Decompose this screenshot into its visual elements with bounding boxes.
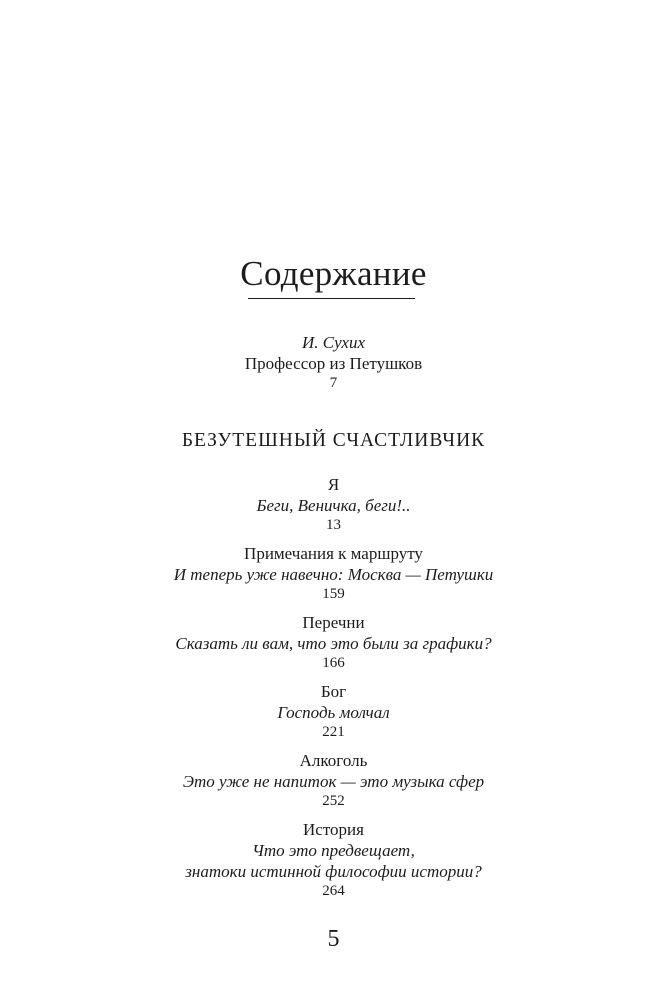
entry-page: 264 — [322, 883, 345, 899]
preface-page: 7 — [329, 375, 338, 391]
entry-page: 166 — [322, 655, 345, 671]
entry-subtitle: Что это предвещает, — [252, 841, 415, 860]
entry-heading: Бог — [320, 682, 347, 701]
entry-page: 221 — [322, 724, 345, 740]
toc-entry — [0, 681, 667, 742]
entry-heading: История — [303, 820, 364, 839]
entry-page: 13 — [326, 517, 341, 533]
entry-subtitle-continued: знатоки истинной философии истории? — [185, 862, 482, 881]
entry-page: 252 — [322, 793, 345, 809]
entry-subtitle: Господь молчал — [277, 703, 390, 722]
toc-entry — [0, 819, 667, 901]
entry-heading: Я — [327, 475, 340, 494]
entry-subtitle: Это уже не напиток — это музыка сфер — [182, 772, 485, 791]
entry-heading: Алкоголь — [299, 751, 368, 770]
section-heading: БЕЗУТЕШНЫЙ СЧАСТЛИВЧИК — [181, 430, 486, 451]
entry-subtitle: Беги, Веничка, беги!.. — [256, 496, 411, 515]
title-underline — [248, 298, 415, 299]
toc-entry — [0, 750, 667, 811]
entry-heading: Перечни — [302, 613, 365, 632]
entry-subtitle: Сказать ли вам, что это были за графики? — [175, 634, 492, 653]
entry-subtitle: И теперь уже навечно: Москва — Петушки — [173, 565, 494, 584]
page-title: Содержание — [240, 254, 427, 293]
entry-page: 159 — [322, 586, 345, 602]
toc-entry — [0, 543, 667, 604]
preface-entry — [0, 332, 667, 393]
entry-heading: Примечания к маршруту — [244, 544, 423, 563]
preface-author: И. Сухих — [301, 333, 366, 352]
toc-entry — [0, 474, 667, 535]
page-number: 5 — [327, 926, 340, 952]
toc-entry — [0, 612, 667, 673]
preface-title: Профессор из Петушков — [244, 354, 423, 373]
